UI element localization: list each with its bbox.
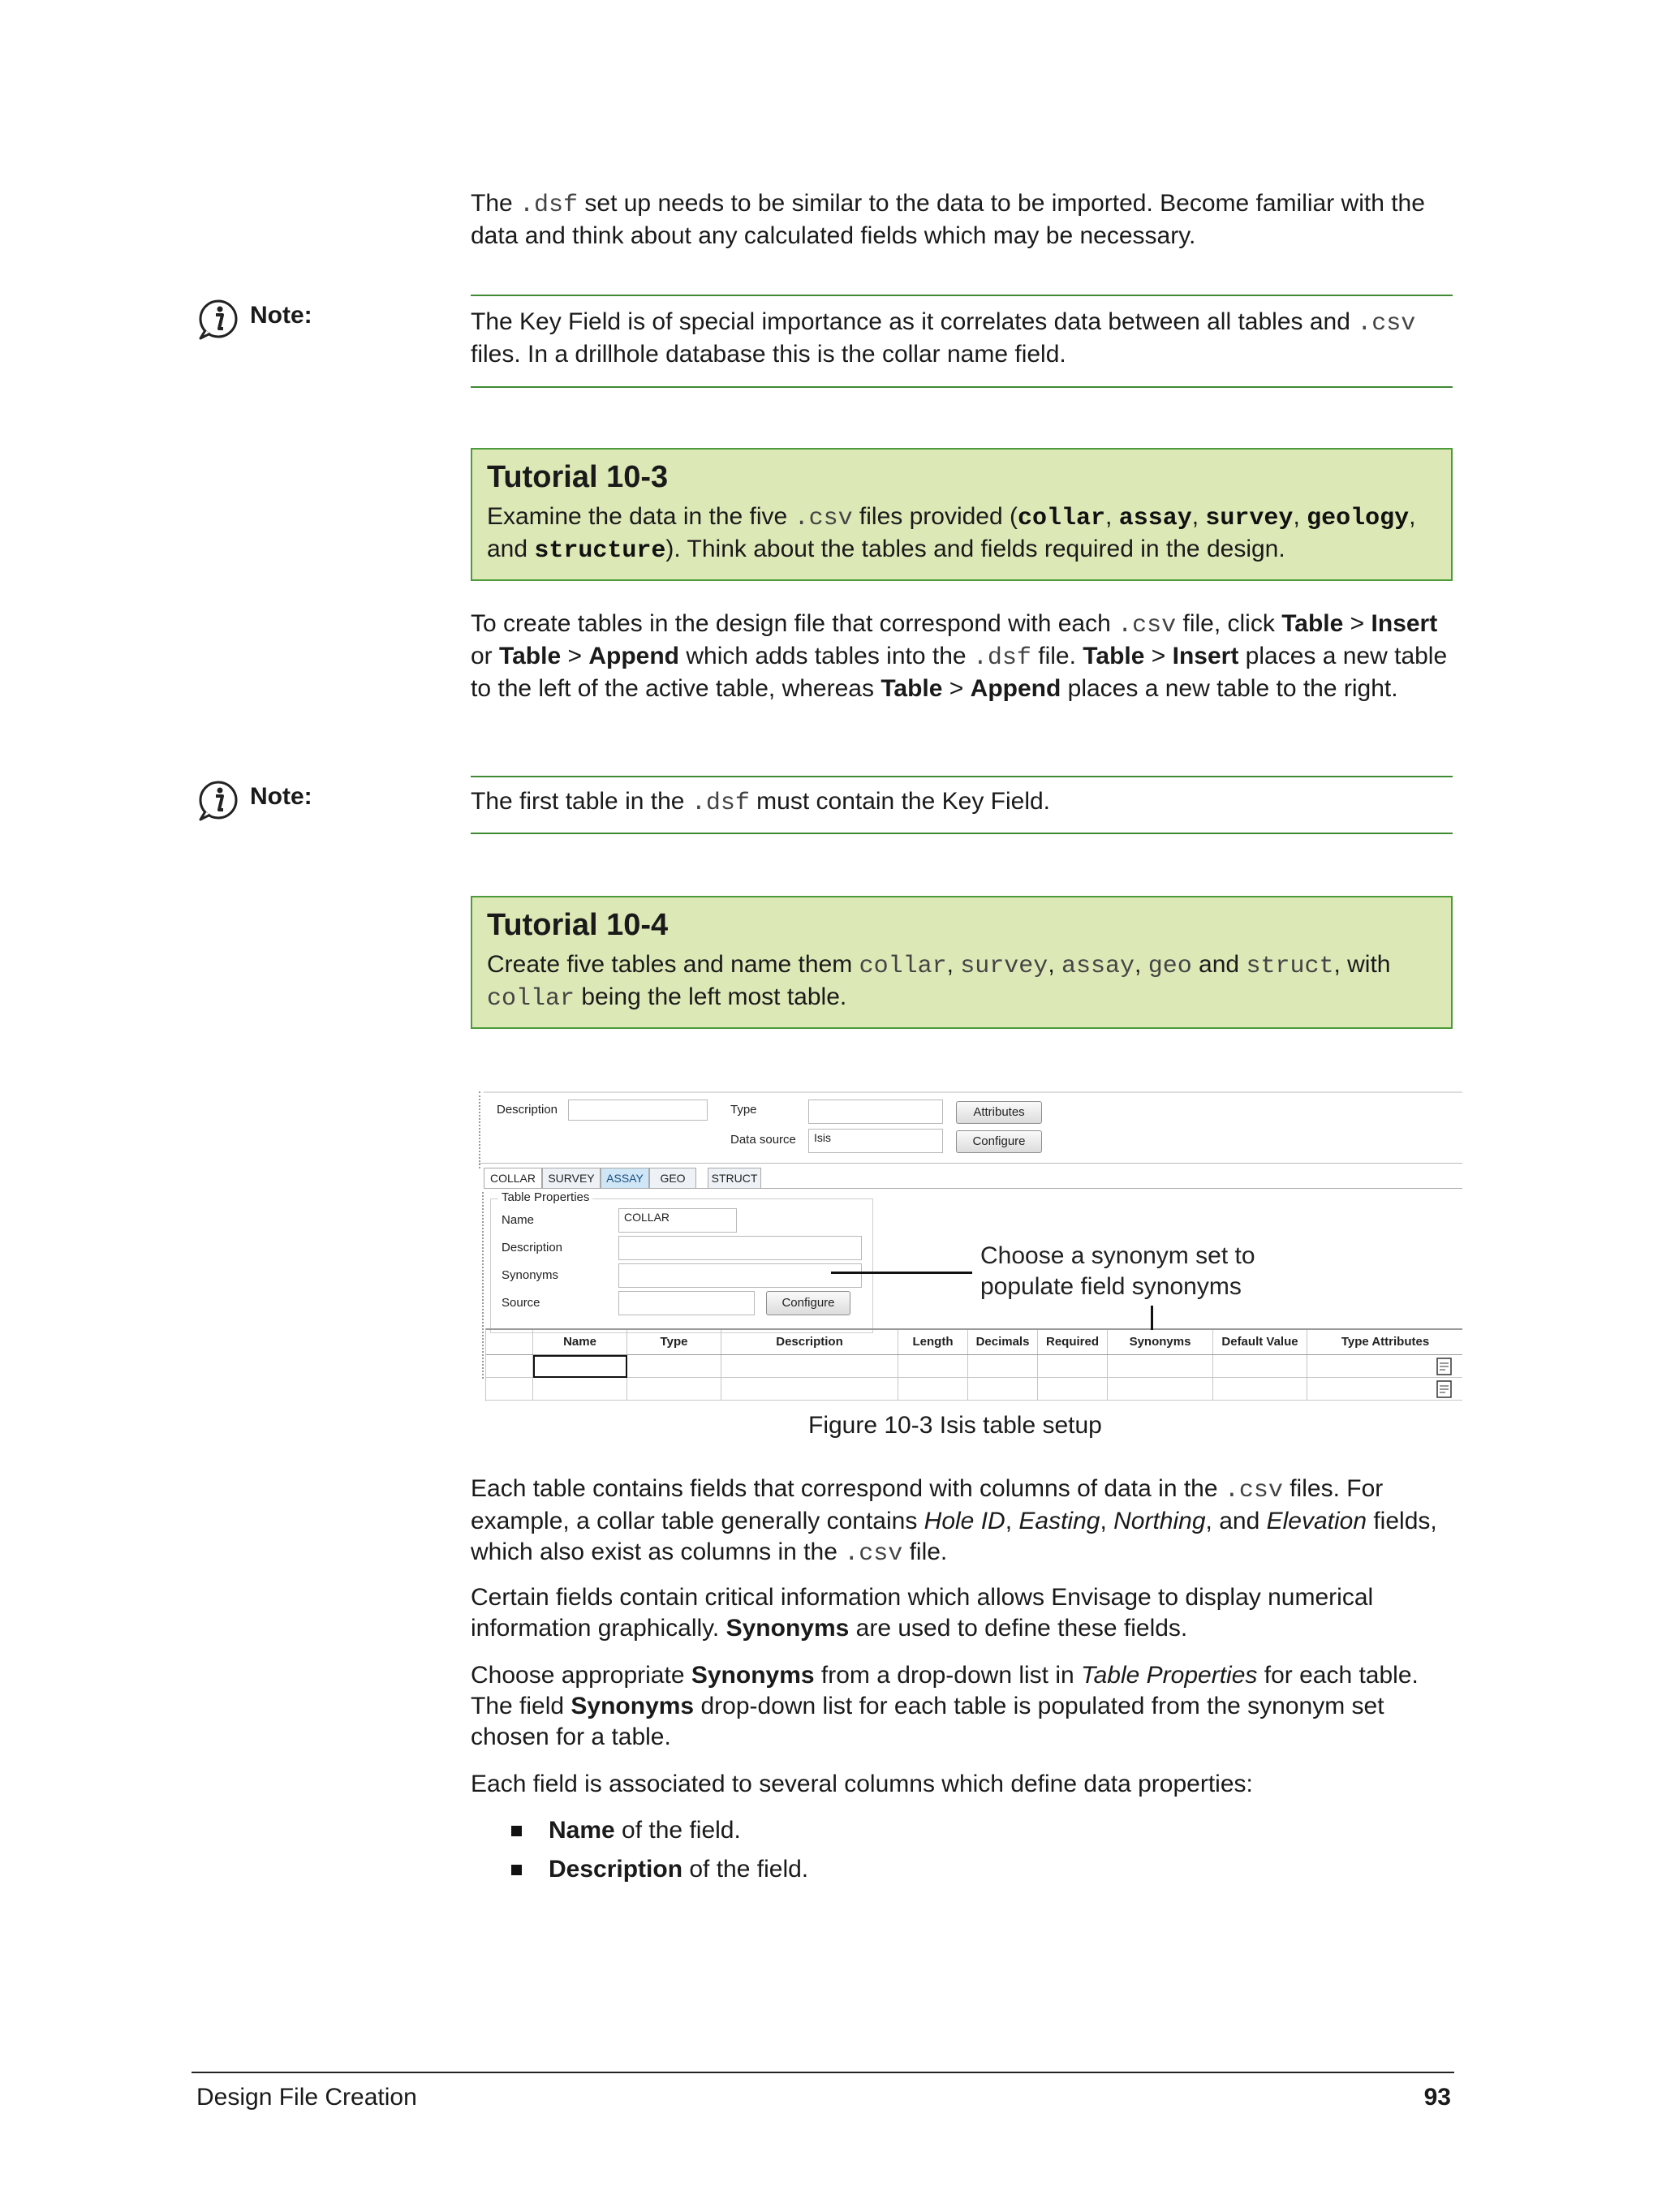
tutorial-text: Examine the data in the five .csv files provided (collar, assay, survey, geology, and structure). Think about the tables and fields required in the design. xyxy=(487,503,1416,565)
description-input[interactable] xyxy=(568,1100,708,1121)
bullet-marker xyxy=(511,1826,522,1836)
table-cell[interactable] xyxy=(721,1355,898,1378)
source-configure-button[interactable]: Configure xyxy=(766,1291,850,1315)
table-cell[interactable] xyxy=(898,1378,968,1401)
tab-survey[interactable]: SURVEY xyxy=(542,1168,601,1189)
tutorial-title: Tutorial 10-4 xyxy=(487,908,669,942)
panel-divider xyxy=(479,1163,1462,1164)
document-icon[interactable] xyxy=(1436,1357,1453,1376)
tab-struct[interactable]: STRUCT xyxy=(708,1168,761,1189)
table-cell[interactable] xyxy=(968,1378,1038,1401)
name-input[interactable]: COLLAR xyxy=(618,1208,737,1233)
active-cell[interactable] xyxy=(533,1355,627,1378)
critical-paragraph: Certain fields contain critical information which allows Envisage to display numerical information graphically. Synonyms are used to define these fields. xyxy=(471,1584,1374,1642)
assoc-paragraph: Each field is associated to several columns which define data properties: xyxy=(471,1771,1253,1797)
table-cell[interactable] xyxy=(1038,1378,1108,1401)
table-cell[interactable] xyxy=(1108,1378,1213,1401)
type-input[interactable] xyxy=(808,1100,943,1124)
document-icon[interactable] xyxy=(1436,1379,1453,1399)
note-text: The Key Field is of special importance as it correlates data between all tables and .csv files. In a drillhole database this is the collar name field. xyxy=(471,308,1416,368)
note-top-rule xyxy=(471,295,1453,296)
callout-line xyxy=(831,1272,972,1274)
page-number: 93 xyxy=(1423,2084,1451,2111)
table-properties-label: Table Properties xyxy=(498,1190,592,1204)
note-label: Note: xyxy=(250,302,312,329)
column-header[interactable]: Type xyxy=(627,1330,721,1354)
column-header[interactable]: Length xyxy=(898,1330,968,1354)
top-edge xyxy=(484,1091,1462,1093)
column-header[interactable]: Description xyxy=(721,1330,898,1354)
bullet-marker xyxy=(511,1865,522,1875)
tab-geo[interactable]: GEO xyxy=(649,1168,696,1189)
column-header[interactable]: Synonyms xyxy=(1108,1330,1213,1354)
table-cell[interactable] xyxy=(1213,1378,1307,1401)
table-cell[interactable] xyxy=(1213,1355,1307,1378)
figure-caption: Figure 10-3 Isis table setup xyxy=(808,1412,1102,1439)
note-bottom-rule xyxy=(471,833,1453,834)
synonyms-dropdown[interactable] xyxy=(618,1263,862,1288)
data-source-input[interactable]: Isis xyxy=(808,1129,943,1153)
figure-screenshot xyxy=(477,1091,1462,1401)
type-label: Type xyxy=(730,1103,757,1117)
info-icon xyxy=(197,779,239,821)
footer-rule xyxy=(192,2072,1454,2073)
note-bottom-rule xyxy=(471,386,1453,388)
note-text: The first table in the .dsf must contain the Key Field. xyxy=(471,788,1051,817)
row-header[interactable] xyxy=(486,1378,533,1401)
table-cell[interactable] xyxy=(627,1355,721,1378)
note-label: Note: xyxy=(250,783,312,810)
table-cell[interactable] xyxy=(1038,1355,1108,1378)
data-source-label: Data source xyxy=(730,1133,796,1147)
synonyms-label: Synonyms xyxy=(502,1268,559,1282)
tp-description-label: Description xyxy=(502,1241,563,1254)
row-header-corner xyxy=(486,1330,533,1354)
table-cell[interactable] xyxy=(533,1378,627,1401)
info-icon xyxy=(197,298,239,340)
tab-assay[interactable]: ASSAY xyxy=(601,1168,649,1189)
table-cell[interactable] xyxy=(721,1378,898,1401)
tutorial-text: Create five tables and name them collar, survey, assay, geo and struct, with collar being the left most table. xyxy=(487,951,1391,1013)
table-tabs xyxy=(484,1168,1462,1189)
bullet-item: Name of the field. xyxy=(549,1817,741,1844)
choose-paragraph: Choose appropriate Synonyms from a drop-down list in Table Properties for each table. The field Synonyms drop-down list for each table is populated from the synonym set chosen for a table. xyxy=(471,1662,1419,1750)
description-label: Description xyxy=(497,1103,558,1117)
column-header[interactable]: Name xyxy=(533,1330,627,1354)
intro-paragraph: The .dsf set up needs to be similar to the data to be imported. Become familiar with the data and think about any calculated fields which may be necessary. xyxy=(471,190,1425,249)
source-label: Source xyxy=(502,1296,540,1310)
bullet-item: Description of the field. xyxy=(549,1856,809,1883)
footer-section: Design File Creation xyxy=(196,2084,417,2111)
source-input[interactable] xyxy=(618,1291,755,1315)
column-header[interactable]: Decimals xyxy=(968,1330,1038,1354)
column-header[interactable]: Default Value xyxy=(1213,1330,1307,1354)
tutorial-box xyxy=(471,896,1453,1029)
tutorial-box xyxy=(471,448,1453,581)
table-cell[interactable] xyxy=(627,1378,721,1401)
table-cell[interactable] xyxy=(1108,1355,1213,1378)
attributes-button[interactable]: Attributes xyxy=(956,1101,1042,1124)
table-cell[interactable] xyxy=(968,1355,1038,1378)
callout-text: Choose a synonym set to populate field synonyms xyxy=(980,1242,1255,1300)
note-top-rule xyxy=(471,776,1453,777)
fields-grid xyxy=(485,1328,1462,1401)
column-header[interactable]: Required xyxy=(1038,1330,1108,1354)
callout-line xyxy=(1151,1306,1153,1330)
fields-paragraph: Each table contains fields that correspond with columns of data in the .csv files. For example, a collar table generally contains Hole ID, Easting, Northing, and Elevation fields, which also exist as columns in the .csv file. xyxy=(471,1475,1437,1568)
splitter-grip[interactable] xyxy=(479,1091,484,1168)
tutorial-title: Tutorial 10-3 xyxy=(487,460,669,494)
name-label: Name xyxy=(502,1213,535,1227)
tabs-baseline xyxy=(484,1188,1462,1189)
row-header[interactable] xyxy=(486,1355,533,1378)
configure-button[interactable]: Configure xyxy=(956,1130,1042,1153)
tables-paragraph: To create tables in the design file that correspond with each .csv file, click Table > Insert or Table > Append which adds tables into the .dsf file. Table > Insert places a new table to the left of the active table, whereas Table > Append places a new table to the right. xyxy=(471,610,1448,702)
table-cell[interactable] xyxy=(898,1355,968,1378)
tab-collar[interactable]: COLLAR xyxy=(484,1168,542,1189)
column-header[interactable]: Type Attributes xyxy=(1341,1335,1430,1349)
tp-description-input[interactable] xyxy=(618,1236,862,1260)
